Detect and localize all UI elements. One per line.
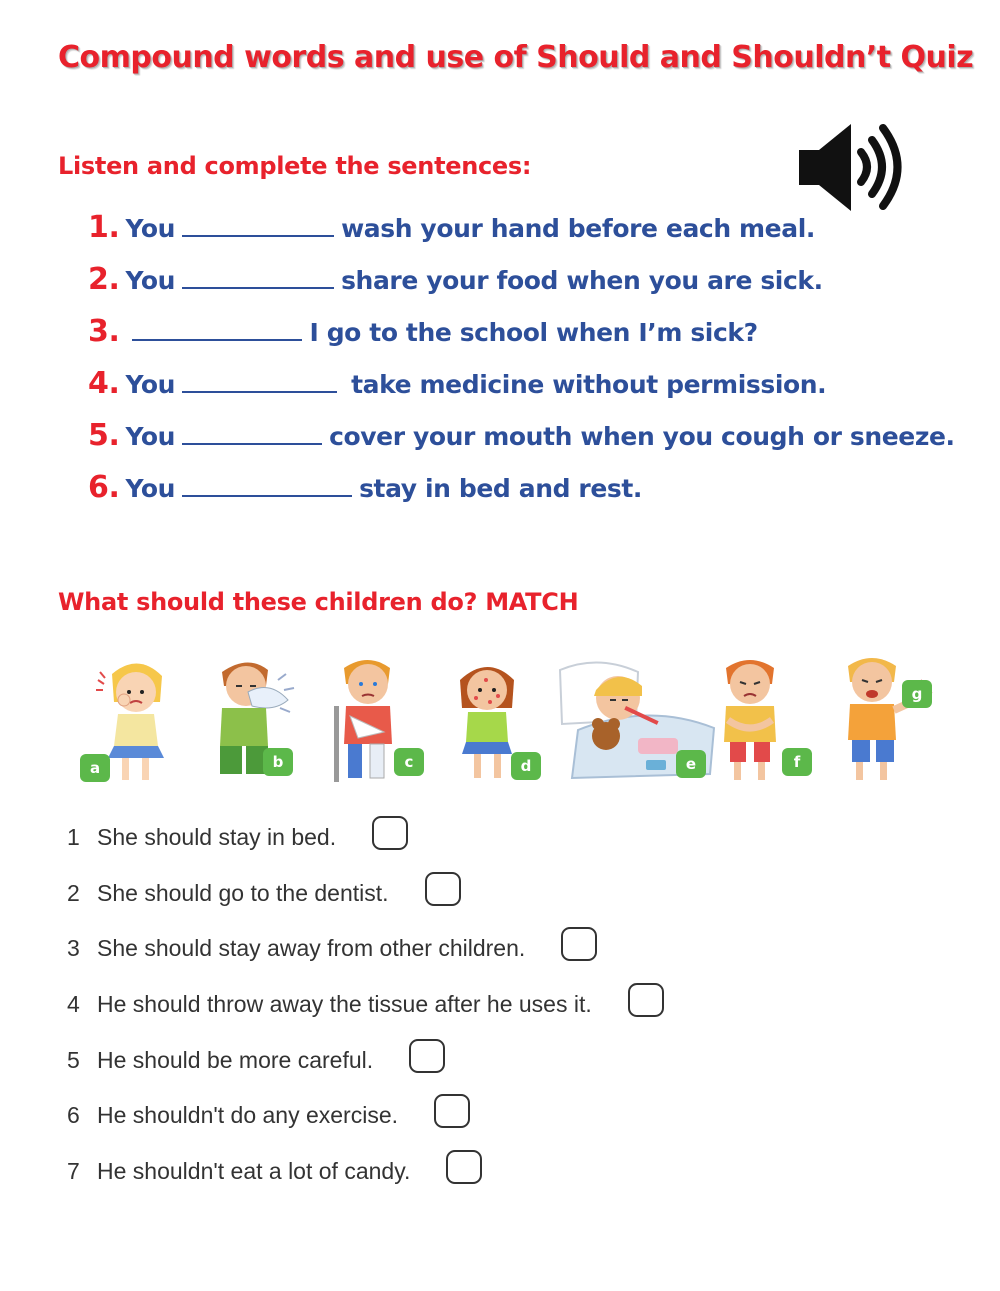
page-title: Compound words and use of Should and Shouldn’t Quiz bbox=[58, 40, 974, 75]
answer-blank-2[interactable] bbox=[182, 286, 334, 289]
answer-box-5[interactable] bbox=[409, 1039, 445, 1073]
sentence-number: 6. bbox=[88, 470, 120, 505]
sentence-start: You bbox=[125, 422, 176, 451]
sentence-6 bbox=[88, 470, 955, 522]
sentence-1 bbox=[88, 210, 955, 262]
item-number: 3 bbox=[67, 935, 80, 962]
match-list bbox=[67, 824, 664, 1214]
item-number: 7 bbox=[67, 1158, 80, 1185]
answer-box-3[interactable] bbox=[561, 927, 597, 961]
sentence-start: You bbox=[125, 214, 176, 243]
item-text: She should stay away from other children. bbox=[97, 935, 526, 962]
sentence-end: cover your mouth when you cough or sneeze. bbox=[329, 422, 955, 451]
letter-badge-c: c bbox=[394, 748, 424, 776]
answer-blank-1[interactable] bbox=[182, 234, 334, 237]
item-text: She should stay in bed. bbox=[97, 824, 337, 850]
item-number: 1 bbox=[67, 824, 80, 850]
answer-blank-5[interactable] bbox=[182, 442, 322, 445]
sentence-end: share your food when you are sick. bbox=[341, 266, 823, 295]
sentence-start: You bbox=[125, 370, 176, 399]
match-item-1 bbox=[67, 824, 664, 880]
answer-blank-4[interactable] bbox=[182, 390, 337, 393]
sentence-number: 1. bbox=[88, 210, 120, 245]
sentence-number: 5. bbox=[88, 418, 120, 453]
letter-badge-g: g bbox=[902, 680, 932, 708]
item-text: He should throw away the tissue after he uses it. bbox=[97, 991, 592, 1018]
girl-toothache-illustration bbox=[78, 650, 178, 785]
item-number: 4 bbox=[67, 991, 80, 1018]
letter-badge-e: e bbox=[676, 750, 706, 778]
match-item-6 bbox=[67, 1102, 664, 1158]
speaker-volume-icon[interactable] bbox=[795, 120, 910, 215]
sentence-list bbox=[88, 210, 955, 522]
children-illustrations bbox=[78, 650, 938, 790]
item-number: 2 bbox=[67, 879, 80, 906]
sentence-number: 3. bbox=[88, 314, 120, 349]
letter-badge-d: d bbox=[511, 752, 541, 780]
item-text: He should be more careful. bbox=[97, 1046, 374, 1073]
match-heading: What should these children do? MATCH bbox=[58, 588, 579, 616]
sentence-number: 4. bbox=[88, 366, 120, 401]
answer-box-2[interactable] bbox=[425, 872, 461, 906]
girl-sick-in-bed-illustration bbox=[558, 650, 718, 785]
sentence-end: stay in bed and rest. bbox=[359, 474, 643, 503]
item-number: 6 bbox=[67, 1102, 80, 1129]
answer-box-4[interactable] bbox=[628, 983, 664, 1017]
listen-instruction: Listen and complete the sentences: bbox=[58, 152, 532, 180]
sentence-5 bbox=[88, 418, 955, 470]
match-item-4 bbox=[67, 991, 664, 1047]
boy-stomachache-illustration bbox=[710, 650, 820, 785]
boy-blowing-nose-illustration bbox=[208, 650, 318, 785]
girl-chickenpox-illustration bbox=[448, 650, 548, 785]
match-item-5 bbox=[67, 1047, 664, 1103]
boy-arm-sling-crutch-illustration bbox=[328, 650, 428, 785]
item-text: She should go to the dentist. bbox=[97, 879, 389, 906]
sentence-4 bbox=[88, 366, 955, 418]
answer-blank-6[interactable] bbox=[182, 494, 352, 497]
answer-box-1[interactable] bbox=[372, 816, 408, 850]
letter-badge-a: a bbox=[80, 754, 110, 782]
sentence-3 bbox=[88, 314, 955, 366]
answer-blank-3[interactable] bbox=[132, 338, 302, 341]
sentence-start: You bbox=[125, 474, 176, 503]
match-item-3 bbox=[67, 935, 664, 991]
boy-hurt-hand-illustration bbox=[818, 650, 938, 785]
sentence-2 bbox=[88, 262, 955, 314]
sentence-end: take medicine without permission. bbox=[351, 370, 827, 399]
letter-badge-f: f bbox=[782, 748, 812, 776]
letter-badge-b: b bbox=[263, 748, 293, 776]
sentence-number: 2. bbox=[88, 262, 120, 297]
match-item-7 bbox=[67, 1158, 664, 1214]
item-text: He shouldn't eat a lot of candy. bbox=[97, 1158, 411, 1185]
sentence-end: I go to the school when I’m sick? bbox=[309, 318, 758, 347]
sentence-start: You bbox=[125, 266, 176, 295]
item-text: He shouldn't do any exercise. bbox=[97, 1102, 399, 1129]
answer-box-6[interactable] bbox=[434, 1094, 470, 1128]
item-number: 5 bbox=[67, 1046, 80, 1073]
sentence-end: wash your hand before each meal. bbox=[341, 214, 815, 243]
answer-box-7[interactable] bbox=[446, 1150, 482, 1184]
